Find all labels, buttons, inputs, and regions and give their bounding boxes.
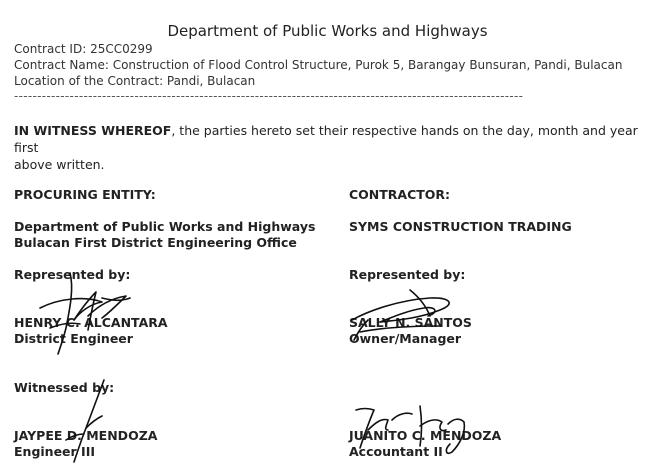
contract-id: Contract ID: 25CC0299 [14,42,153,56]
procuring-entity-org-line2: Bulacan First District Engineering Office [14,235,297,250]
signature-juanito-mendoza [348,400,488,460]
document-title: Department of Public Works and Highways [167,22,488,40]
contractor-represented-by: Represented by: [349,267,466,282]
contract-location: Location of the Contract: Pandi, Bulacan [14,74,256,88]
contractor-heading: CONTRACTOR: [349,187,451,202]
signature-jaypee-mendoza [58,376,118,466]
witness-paragraph [14,122,644,173]
procuring-entity-heading: PROCURING ENTITY: [14,187,156,202]
witness-left-title: Engineer III [14,444,95,459]
witness-line2: above written. [14,157,105,172]
witness-left-name: JAYPEE D. MENDOZA [14,428,158,443]
signature-henry-alcantara [30,268,140,358]
procuring-entity-org-line1: Department of Public Works and Highways [14,219,316,234]
witnessed-by-heading: Witnessed by: [14,380,115,395]
procuring-represented-by: Represented by: [14,267,131,282]
signature-sally-santos [340,280,470,350]
procuring-signatory-title: District Engineer [14,331,133,346]
divider-line: -------------------------------------------------------------------------------------------------------------- [14,89,524,103]
witness-right-name: JUANITO C. MENDOZA [349,428,502,443]
contract-name: Contract Name: Construction of Flood Control Structure, Purok 5, Barangay Bunsuran, Pandi, Bulacan [14,58,623,72]
contractor-signatory-name: SALLY N. SANTOS [349,315,472,330]
contractor-org-line1: SYMS CONSTRUCTION TRADING [349,219,572,234]
witness-line1: , the parties hereto set their respective hands on the day, month and year first [14,123,638,155]
witness-lead: IN WITNESS WHEREOF [14,123,172,138]
procuring-signatory-name: HENRY C. ALCANTARA [14,315,168,330]
witness-right-title: Accountant II [349,444,443,459]
contractor-signatory-title: Owner/Manager [349,331,462,346]
